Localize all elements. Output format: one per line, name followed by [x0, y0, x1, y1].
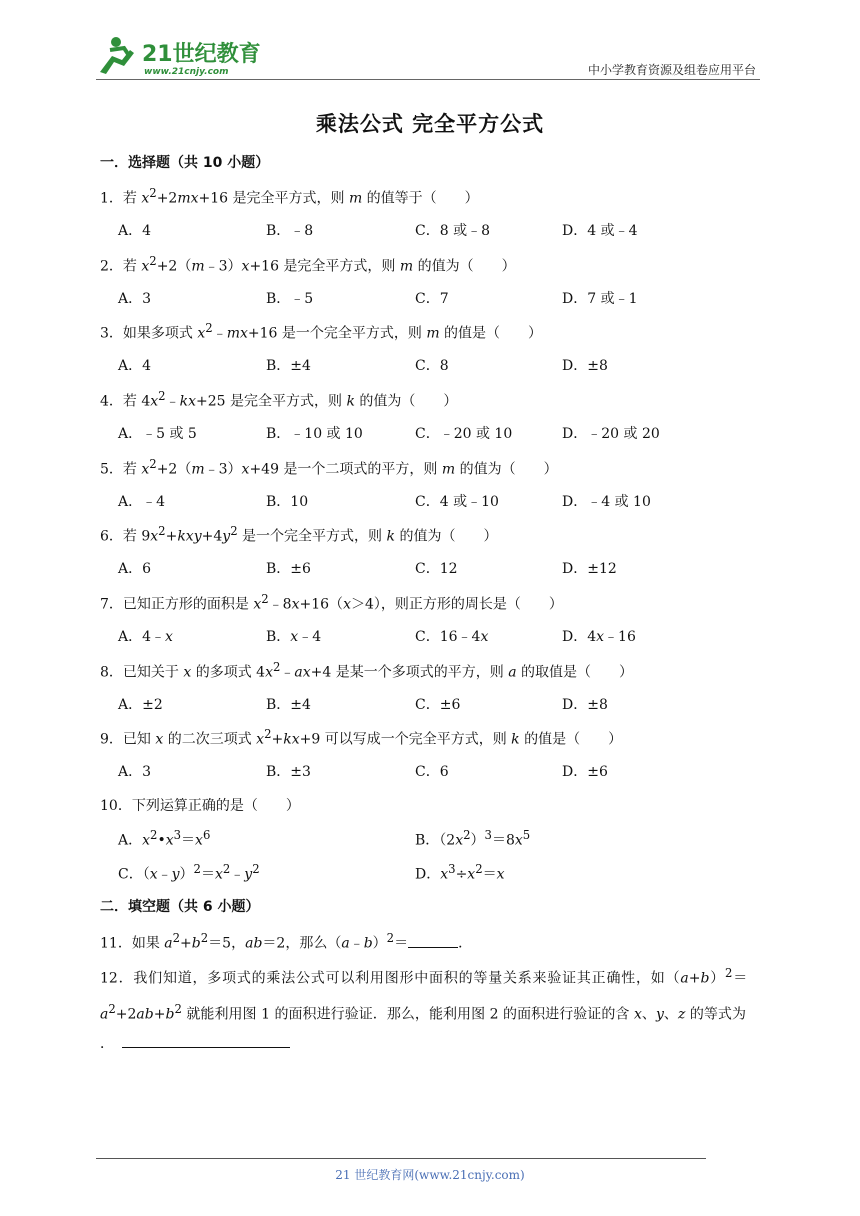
option-d[interactable]: D．±8 [562, 358, 608, 374]
question-1-options [118, 220, 758, 240]
option-a[interactable]: A．±2 [118, 697, 163, 713]
question-10-options-row2 [118, 862, 758, 882]
question-5: 5．若 $x^2+2(m﹣3)x+49$ 是一个二项式的平方，则 m 的值为（ ） [100, 457, 558, 478]
option-b[interactable]: B．±4 [266, 697, 311, 713]
option-d[interactable]: D．﹣20 或 20 [562, 426, 660, 442]
question-6: 6．若 $9x^2+kxy+4y^2$ 是一个完全平方式，则 k 的值为（ ） [100, 524, 498, 545]
logo-url: www.21cnjy.com [144, 67, 229, 77]
logo-text: 21世纪教育 [142, 42, 261, 67]
site-name: 中小学教育资源及组卷应用平台 [587, 63, 756, 77]
option-d[interactable]: D．7 或﹣1 [562, 291, 638, 307]
answer-blank[interactable] [122, 1033, 290, 1048]
question-2-options [118, 288, 758, 308]
question-4: 4．若 $4x^2﹣kx+25$ 是完全平方式，则 k 的值为（ ） [100, 389, 458, 410]
option-c[interactable]: C．6 [415, 764, 449, 780]
option-b[interactable]: B．x﹣4 [266, 629, 322, 645]
option-c[interactable]: C．$(x﹣y)^2=x^2﹣y^2$ [118, 862, 260, 883]
answer-blank[interactable] [408, 933, 458, 948]
option-a[interactable]: A．﹣4 [118, 494, 166, 510]
option-a[interactable]: A．4﹣x [118, 629, 173, 645]
option-b[interactable]: B．﹣5 [266, 291, 314, 307]
question-12: 12．我们知道，多项式的乘法公式可以利用图形中面积的等量关系来验证其正确性，如$(a+b)^2=a^2+2ab+b^2$ 就能利用图 1 的面积进行验证．那么，能利用图 2 的面积进行验证的含 x、y、z 的等式为． [100, 966, 749, 1053]
option-a[interactable]: A．$x^2•x^3=x^6$ [118, 828, 211, 849]
option-c[interactable]: C．4 或﹣10 [415, 494, 499, 510]
option-c[interactable]: C．7 [415, 291, 449, 307]
option-b[interactable]: B．﹣8 [266, 223, 314, 239]
option-d[interactable]: D．±12 [562, 561, 617, 577]
question-6-options [118, 558, 758, 578]
option-b[interactable]: B．﹣10 或 10 [266, 426, 363, 442]
option-c[interactable]: C．±6 [415, 697, 461, 713]
question-7: 7．已知正方形的面积是 $x^2﹣8x+16(x>4)$，则正方形的周长是（ ） [100, 592, 563, 613]
question-9: 9．已知 x 的二次三项式 $x^2+kx+9$ 可以写成一个完全平方式，则 k 的值是（ ） [100, 727, 623, 748]
option-a[interactable]: A．6 [118, 561, 152, 577]
question-1: 1．若 $x^2+2mx+16$ 是完全平方式，则 m 的值等于（ ） [100, 186, 479, 207]
option-c[interactable]: C．﹣20 或 10 [415, 426, 513, 442]
option-b[interactable]: B．±3 [266, 764, 311, 780]
option-d[interactable]: D．$x^3\div x^2=x$ [415, 862, 505, 883]
option-a[interactable]: A．3 [118, 764, 152, 780]
page-title: 乘法公式 完全平方公式 [315, 112, 545, 136]
option-a[interactable]: A．3 [118, 291, 152, 307]
question-3: 3．如果多项式 $x^2﹣mx+16$ 是一个完全平方式，则 m 的值是（ ） [100, 321, 543, 342]
question-11: 11．如果 $a^2+b^2=5$，ab＝2，那么（a﹣b）$^2$＝ ． [100, 931, 473, 952]
header-divider [96, 79, 760, 80]
question-9-options [118, 761, 758, 781]
option-b[interactable]: B．±6 [266, 561, 311, 577]
option-b[interactable]: B．$(2x^2)^3=8x^5$ [415, 828, 531, 849]
option-c[interactable]: C．8 [415, 358, 449, 374]
option-c[interactable]: C．12 [415, 561, 458, 577]
section-choice-heading: 一．选择题（共 10 小题） [100, 155, 270, 171]
option-c[interactable]: C．16﹣4x [415, 629, 489, 645]
question-5-options [118, 491, 758, 511]
footer-text: 21 世纪教育网(www.21cnjy.com) [335, 1168, 525, 1182]
question-10-options-row1 [118, 828, 758, 848]
option-d[interactable]: D．±6 [562, 764, 608, 780]
question-7-options [118, 626, 758, 646]
option-d[interactable]: D．4x﹣16 [562, 629, 636, 645]
question-4-options [118, 423, 758, 443]
page-header [0, 0, 860, 86]
section-fill-heading: 二．填空题（共 6 小题） [100, 899, 260, 915]
option-a[interactable]: A．4 [118, 223, 152, 239]
runner-icon [100, 37, 134, 74]
footer-divider [96, 1158, 706, 1159]
option-b[interactable]: B．10 [266, 494, 309, 510]
option-a[interactable]: A．4 [118, 358, 152, 374]
question-2: 2．若 $x^2+2(m﹣3)x+16$ 是完全平方式，则 m 的值为（ ） [100, 254, 516, 275]
option-d[interactable]: D．4 或﹣4 [562, 223, 638, 239]
option-d[interactable]: D．±8 [562, 697, 608, 713]
option-c[interactable]: C．8 或﹣8 [415, 223, 490, 239]
question-10: 10．下列运算正确的是（ ） [100, 798, 300, 814]
question-3-options [118, 355, 758, 375]
option-a[interactable]: A．﹣5 或 5 [118, 426, 197, 442]
option-b[interactable]: B．±4 [266, 358, 311, 374]
question-8: 8．已知关于 x 的多项式 $4x^2﹣ax+4$ 是某一个多项式的平方，则 a 的取值是（ ） [100, 660, 634, 681]
option-d[interactable]: D．﹣4 或 10 [562, 494, 651, 510]
question-8-options [118, 694, 758, 714]
logo [94, 34, 264, 78]
